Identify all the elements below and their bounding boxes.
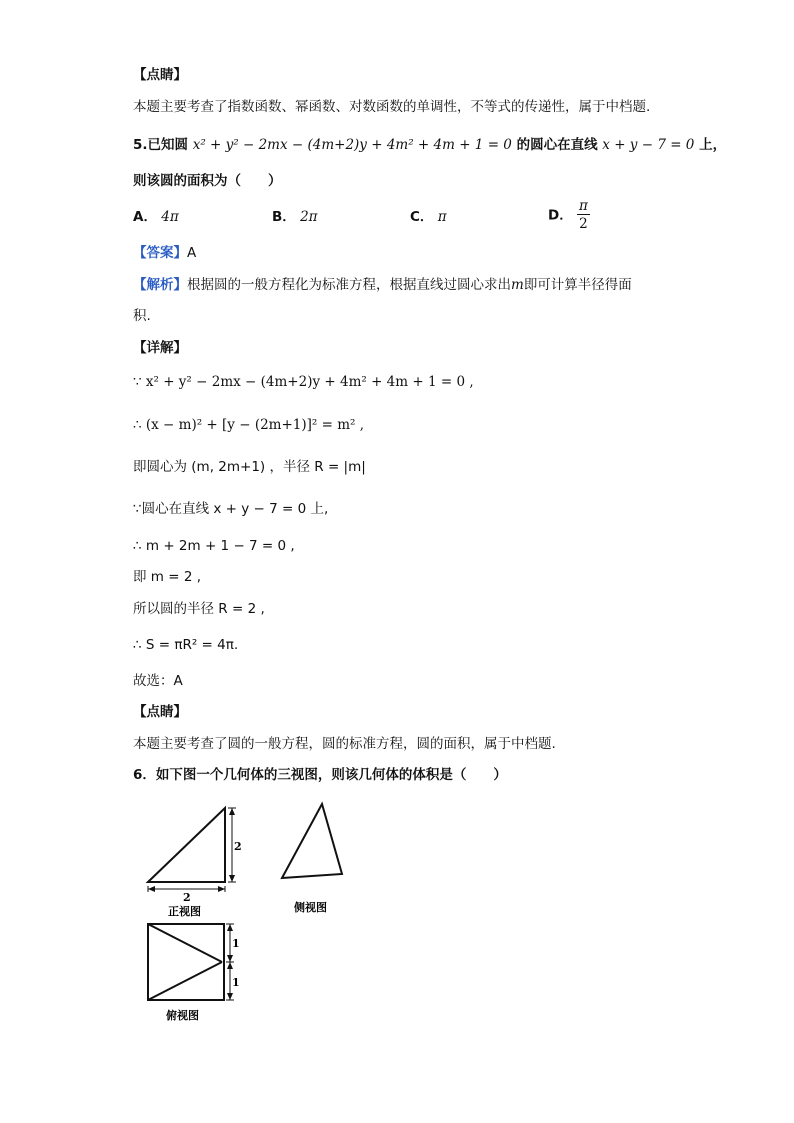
detail-heading: 【详解】	[133, 340, 187, 356]
fraction-numerator: π	[579, 198, 588, 214]
dim-width-label: 2	[183, 891, 191, 904]
answer-value: A	[187, 245, 197, 261]
top-view-square	[148, 924, 224, 1000]
q5-answer	[133, 244, 196, 262]
step-4: ∵圆心在直线 x + y − 7 = 0 上,	[133, 501, 329, 517]
step-5: ∴ m + 2m + 1 − 7 = 0 ,	[133, 538, 295, 554]
q5-suffix: 上，	[699, 137, 727, 153]
option-c-label: C．	[410, 209, 434, 225]
top-view-diagonal-1	[148, 924, 222, 962]
q5-prefix: 5.已知圆	[133, 137, 189, 153]
q5-stem	[133, 136, 726, 154]
arrow-top-2	[227, 955, 233, 962]
arrow-right	[218, 886, 225, 892]
dim-height-label: 2	[234, 840, 242, 853]
analysis-var-m: m	[511, 277, 524, 293]
step-9: 故选：A	[133, 673, 183, 689]
top-view-label: 俯视图	[166, 1009, 199, 1022]
option-c-value: π	[437, 209, 447, 225]
arrow-top-1	[227, 924, 233, 931]
front-view-triangle	[148, 808, 225, 882]
step-7: 所以圆的半径 R = 2 ,	[133, 601, 265, 617]
q5-mid: 的圆心在直线	[516, 137, 598, 153]
note-heading: 【点睛】	[133, 704, 187, 720]
step-1: ∵ x² + y² − 2mx − (4m+2)y + 4m² + 4m + 1 = 0 ,	[133, 374, 474, 390]
step-8: ∴ S = πR² = 4π.	[133, 637, 239, 653]
dim-top-lower-label: 1	[232, 976, 240, 989]
top-view-diagonal-2	[148, 962, 222, 1000]
q5-analysis	[133, 276, 632, 294]
arrow-up	[229, 808, 235, 815]
step-3: 即圆心为 (m, 2m+1) ，半径 R = |m|	[133, 459, 366, 475]
q5-line-equation: x + y − 7 = 0	[602, 137, 695, 153]
step-2: ∴ (x − m)² + [y − (2m+1)]² = m² ,	[133, 417, 365, 433]
q5-option-b	[272, 208, 318, 226]
answer-tag: 【答案】	[133, 245, 187, 261]
side-view-figure	[272, 800, 362, 915]
analysis-text-1: 根据圆的一般方程化为标准方程，根据直线过圆心求出	[187, 277, 511, 293]
arrow-left	[148, 886, 155, 892]
analysis-tag: 【解析】	[133, 277, 187, 293]
side-view-label: 侧视图	[294, 901, 327, 914]
front-view-label: 正视图	[168, 905, 201, 918]
note-summary: 本题主要考查了圆的一般方程，圆的标准方程，圆的面积，属于中档题.	[133, 736, 556, 752]
dim-top-upper-label: 1	[232, 937, 240, 950]
option-b-label: B．	[272, 209, 296, 225]
analysis-text-2: 即可计算半径得面	[523, 277, 632, 293]
q5-stem-line2: 则该圆的面积为（ ）	[133, 173, 282, 189]
side-view-triangle	[282, 804, 342, 878]
fraction-denominator: 2	[579, 216, 588, 232]
option-d-fraction	[577, 198, 590, 233]
option-b-value: 2π	[300, 209, 318, 225]
step-6: 即 m = 2 ,	[133, 569, 202, 585]
front-view-figure	[140, 800, 250, 920]
option-a-label: A．	[133, 209, 157, 225]
q5-option-a	[133, 208, 179, 226]
note-heading-prev: 【点睛】	[133, 67, 187, 83]
arrow-top-3	[227, 962, 233, 969]
arrow-down	[229, 875, 235, 882]
arrow-top-4	[227, 993, 233, 1000]
q5-analysis-line2: 积.	[133, 308, 151, 324]
q5-equation: x² + y² − 2mx − (4m+2)y + 4m² + 4m + 1 = 0	[192, 137, 512, 153]
q6-stem: 6．如下图一个几何体的三视图，则该几何体的体积是（ ）	[133, 767, 507, 783]
top-view-figure	[140, 918, 250, 1033]
option-d-label: D．	[548, 207, 573, 224]
note-summary-prev: 本题主要考查了指数函数、幂函数、对数函数的单调性，不等式的传递性，属于中档题.	[133, 99, 651, 115]
option-a-value: 4π	[161, 209, 179, 225]
q5-option-d	[548, 198, 590, 233]
q5-option-c	[410, 208, 447, 226]
